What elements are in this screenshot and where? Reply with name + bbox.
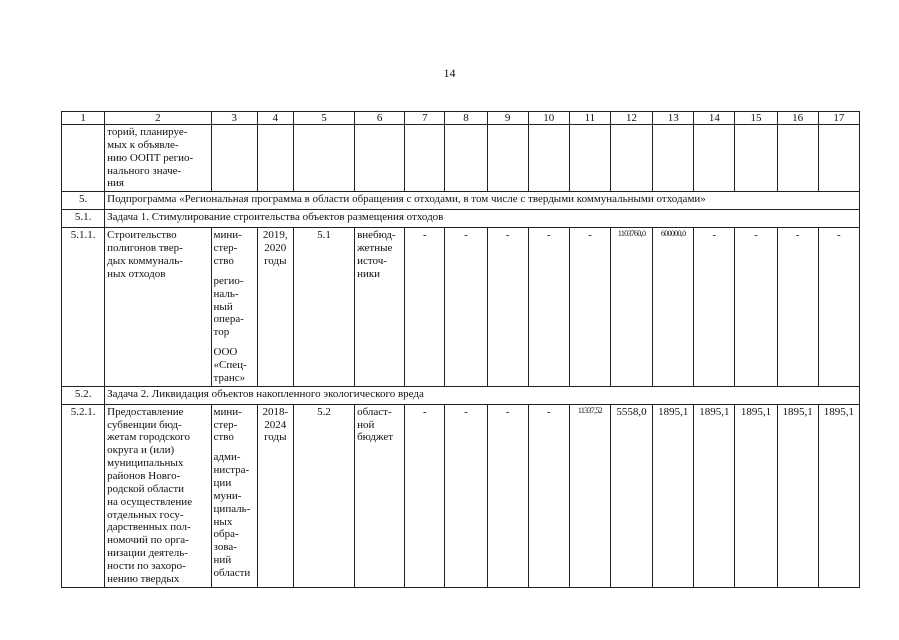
table-row — [62, 404, 860, 587]
table-body — [62, 112, 860, 588]
header-cell: 1 — [62, 112, 105, 125]
value-cell: - — [487, 228, 528, 386]
value-cell: 11337,52 — [569, 404, 610, 587]
executor-cell — [211, 404, 257, 587]
section-number: 5.1. — [62, 210, 105, 228]
executor-entry: мини- стер- ство — [213, 405, 242, 444]
value-cell: - — [528, 404, 569, 587]
value-cell — [569, 125, 610, 192]
section-row — [62, 210, 860, 228]
value-cell: - — [405, 404, 445, 587]
value-cell: - — [694, 228, 735, 386]
section-number: 5.2. — [62, 386, 105, 404]
section-title: Задача 1. Стимулирование строительства объектов размещения отходов — [105, 210, 860, 228]
executor-cell — [211, 228, 257, 386]
value-cell — [653, 125, 694, 192]
item-name: Строительство полигонов твер- дых коммуналь- ных отходов — [105, 228, 211, 386]
executor-cell — [211, 125, 257, 192]
value-cell — [528, 125, 569, 192]
value-cell: 1895,1 — [653, 404, 694, 587]
value-cell — [487, 125, 528, 192]
table-row — [62, 125, 860, 192]
value-cell: - — [405, 228, 445, 386]
value-cell — [735, 125, 777, 192]
header-cell: 15 — [735, 112, 777, 125]
item-number — [62, 125, 105, 192]
period-cell: 2019, 2020 годы — [257, 228, 293, 386]
page-number: 14 — [443, 66, 456, 80]
value-cell: 1895,1 — [694, 404, 735, 587]
section-row — [62, 386, 860, 404]
item-number: 5.2.1. — [62, 404, 105, 587]
executor-gap — [214, 268, 255, 275]
indicator-cell: 5.2 — [293, 404, 354, 587]
executor-entry: адми- нистра- ции муни- ципаль- ных обра- зова- ний области — [213, 451, 251, 580]
header-cell: 6 — [355, 112, 405, 125]
value-cell — [777, 125, 818, 192]
header-row — [62, 112, 860, 125]
table-row — [62, 228, 860, 386]
header-cell: 7 — [405, 112, 445, 125]
value-cell: 600000,0 — [653, 228, 694, 386]
header-cell: 16 — [777, 112, 818, 125]
header-cell: 9 — [487, 112, 528, 125]
source-cell: област- ной бюджет — [355, 404, 405, 587]
value-cell — [818, 125, 859, 192]
item-name: торий, планируе- мых к объявле- нию ООПТ регио- нального значе- ния — [105, 125, 211, 192]
header-cell: 11 — [569, 112, 610, 125]
value-cell: - — [777, 228, 818, 386]
value-cell: 1103760,0 — [610, 228, 652, 386]
section-row — [62, 192, 860, 210]
period-cell — [257, 125, 293, 192]
header-cell: 8 — [445, 112, 487, 125]
item-name: Предоставление субвенции бюд- жетам городского округа и (или) муниципальных районов Новго- родской области на осуществление отдельных госу- дарственных пол- номочий по орга- низации деятель- ности по захоро- нению твердых — [105, 404, 211, 587]
executor-entry: регио- наль- ный опера- тор — [213, 274, 244, 339]
value-cell: 5558,0 — [610, 404, 652, 587]
value-cell: - — [569, 228, 610, 386]
indicator-cell — [293, 125, 354, 192]
value-cell: 1895,1 — [818, 404, 859, 587]
value-cell: 1895,1 — [777, 404, 818, 587]
value-cell — [445, 125, 487, 192]
indicator-cell: 5.1 — [293, 228, 354, 386]
source-cell — [355, 125, 405, 192]
value-cell: - — [445, 404, 487, 587]
header-cell: 3 — [211, 112, 257, 125]
executor-gap — [214, 444, 255, 451]
value-cell — [694, 125, 735, 192]
header-cell: 2 — [105, 112, 211, 125]
section-number: 5. — [62, 192, 105, 210]
header-cell: 5 — [293, 112, 354, 125]
period-cell: 2018- 2024 годы — [257, 404, 293, 587]
executor-gap — [214, 339, 255, 346]
value-cell: - — [528, 228, 569, 386]
header-cell: 10 — [528, 112, 569, 125]
value-cell — [405, 125, 445, 192]
executor-entry: мини- стер- ство — [213, 229, 242, 268]
executor-entry: ООО «Спец- транс» — [213, 346, 247, 384]
section-title: Задача 2. Ликвидация объектов накопленного экологического вреда — [105, 386, 860, 404]
value-cell: - — [735, 228, 777, 386]
program-table — [61, 111, 860, 588]
source-cell: внебюд- жетные источ- ники — [355, 228, 405, 386]
section-title: Подпрограмма «Региональная программа в области обращения с отходами, в том числе с твердыми коммунальными отходами» — [105, 192, 860, 210]
value-cell — [610, 125, 652, 192]
value-cell: - — [818, 228, 859, 386]
header-cell: 12 — [610, 112, 652, 125]
value-cell: - — [445, 228, 487, 386]
header-cell: 17 — [818, 112, 859, 125]
value-cell: - — [487, 404, 528, 587]
item-number: 5.1.1. — [62, 228, 105, 386]
header-cell: 14 — [694, 112, 735, 125]
header-cell: 4 — [257, 112, 293, 125]
header-cell: 13 — [653, 112, 694, 125]
value-cell: 1895,1 — [735, 404, 777, 587]
